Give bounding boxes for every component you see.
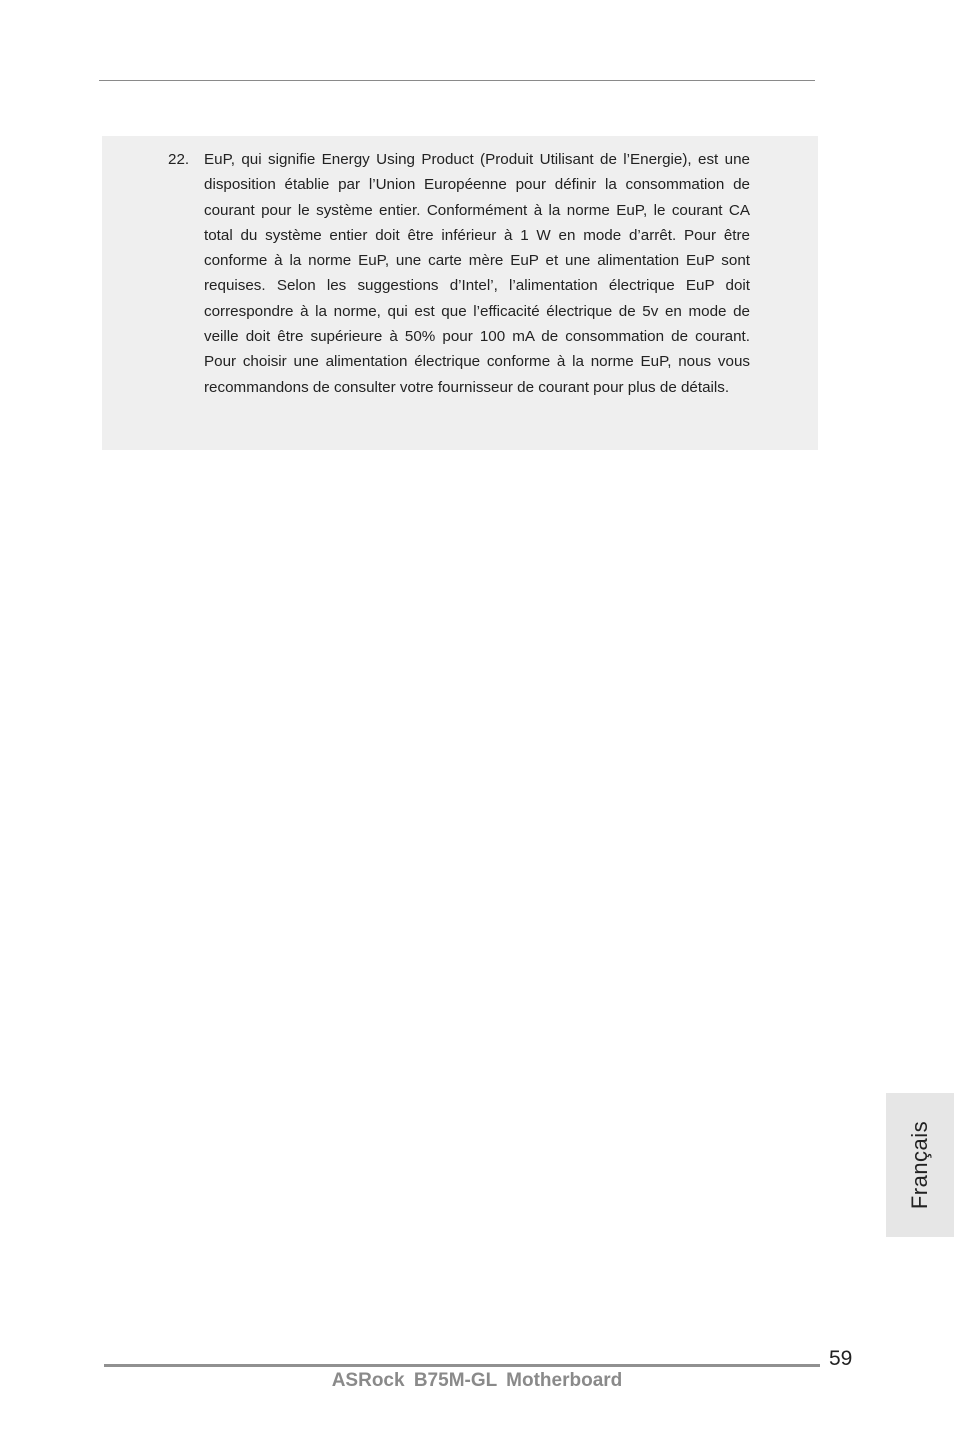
note-number: 22. [168,151,190,168]
page-number: 59 [829,1347,853,1370]
note-text: EuP, qui signifie Energy Using Product (Produit Utilisant de l’Energie), est une disposition établie par l’Union Européenne pour définir la consommation de courant pour le système entier. Conformément à la norme EuP, le courant CA total du système entier doit être inférieur à 1 W en mode d’arrêt. Pour être conforme à la norme EuP, une carte mère EuP et une alimentation EuP sont requises. Selon les suggestions d’Intel’, l’alimentation électrique EuP doit correspondre à la norme, qui est que l’efficacité électrique de 5v en mode de veille doit être supérieure à 50% pour 100 mA de consommation de courant. Pour choisir une alimentation électrique conforme à la norme EuP, nous vous recommandons de consulter votre fournisseur de courant pour plus de détails. [204,151,750,396]
note-item [168,147,750,400]
language-tab-label: Français [907,1120,932,1210]
footer-divider [104,1364,820,1367]
footer-title: ASRock B75M-GL Motherboard [331,1370,623,1391]
language-tab [886,1093,954,1237]
header-divider [99,80,815,81]
